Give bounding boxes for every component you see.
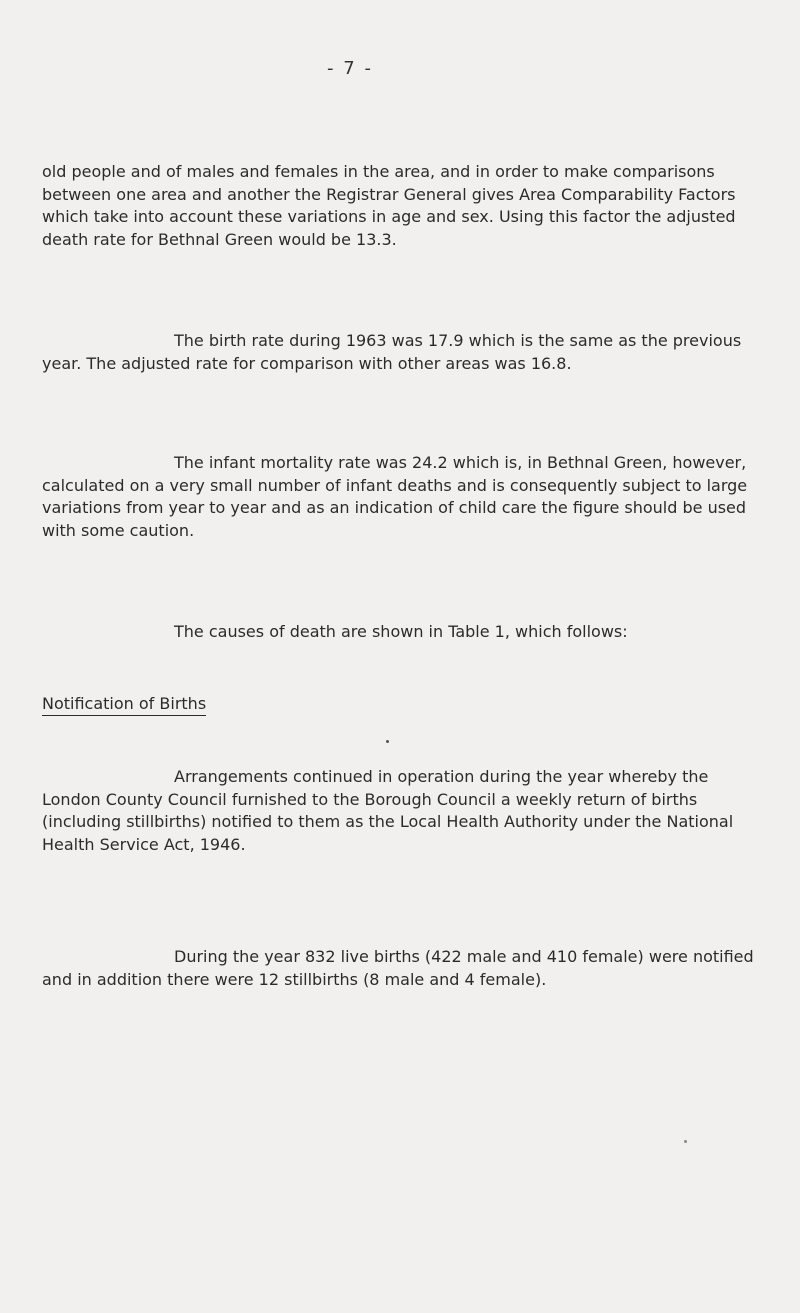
page-number: - 7 - xyxy=(327,58,373,79)
paragraph-infant-mortality: The infant mortality rate was 24.2 which is, in Bethnal Green, however, calculated on a very small number of infant deaths and is consequently subject to large variations from year to year and as an indication of child care the figure should be used with some caution. xyxy=(42,453,748,540)
ink-speck xyxy=(684,1140,687,1143)
paragraph-birth-rate: The birth rate during 1963 was 17.9 which is the same as the previous year. The adjusted rate for comparison with other areas was 16.8. xyxy=(42,331,742,373)
paragraph-adjusted-death-rate: old people and of males and females in the area, and in order to make comparisons between one area and another the Registrar General gives Area Comparability Factors which take into account these variations in age and sex. Using this factor the adjusted death rate for Bethnal Green would be 13.3. xyxy=(42,162,736,249)
paragraph-causes-of-death: The causes of death are shown in Table 1, which follows: xyxy=(174,622,628,641)
paragraph-births-during-year: During the year 832 live births (422 male and 410 female) were notified and in addition there were 12 stillbirths (8 male and 4 female). xyxy=(42,947,754,989)
ink-speck xyxy=(386,740,389,743)
paragraph-arrangements: Arrangements continued in operation during the year whereby the London County Council furnished to the Borough Council a weekly return of births (including stillbirths) notified to them as the Local Health Authority under the National Health Service Act, 1946. xyxy=(42,767,734,854)
section-heading-notification-of-births: Notification of Births xyxy=(42,693,206,716)
